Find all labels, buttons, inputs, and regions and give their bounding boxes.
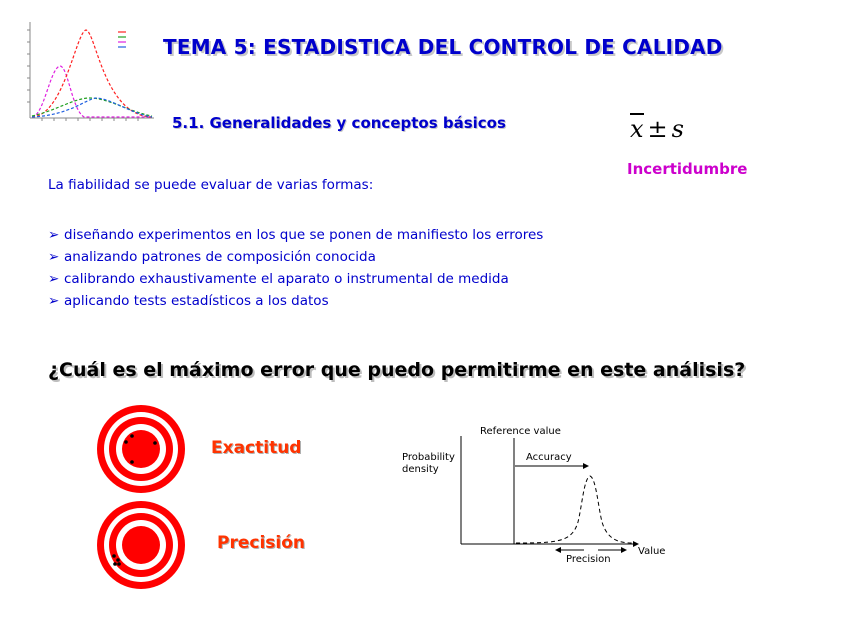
question-heading: ¿Cuál es el máximo error que puedo permitirme en este análisis? (48, 359, 746, 381)
distribution-thumbnail-chart (14, 18, 158, 130)
arrow-bullet-icon: ➢ (48, 293, 60, 309)
accuracy-label: Accuracy (526, 452, 572, 463)
distribution-curve (516, 476, 634, 543)
list-item: ➢ aplicando tests estadísticos a los datos (48, 290, 543, 312)
mean-symbol: x (630, 115, 644, 143)
precision-target-icon (96, 500, 186, 590)
probability-density-label: Probability (402, 452, 455, 463)
list-item: ➢ diseñando experimentos en los que se ponen de manifiesto los errores (48, 224, 543, 246)
uncertainty-label: Incertidumbre (627, 160, 748, 178)
accuracy-precision-diagram (398, 422, 666, 572)
slide-subtitle: 5.1. Generalidades y conceptos básicos (172, 114, 506, 132)
list-item: ➢ calibrando exhaustivamente el aparato o instrumental de medida (48, 268, 543, 290)
plus-minus-operator: ± (647, 115, 668, 143)
probability-density-label-2: density (402, 464, 439, 475)
mean-plus-minus-std-formula (630, 113, 684, 143)
accuracy-label: Exactitud (211, 438, 302, 458)
slide-title: TEMA 5: ESTADISTICA DEL CONTROL DE CALIDAD (163, 35, 723, 59)
arrow-bullet-icon: ➢ (48, 271, 60, 287)
arrow-bullet-icon: ➢ (48, 227, 60, 243)
precision-label: Precision (566, 554, 611, 565)
reference-value-label: Reference value (480, 426, 561, 437)
accuracy-target-icon (96, 404, 186, 494)
precision-label: Precisión (217, 533, 306, 553)
arrow-bullet-icon: ➢ (48, 249, 60, 265)
value-label: Value (638, 546, 666, 557)
methods-list (48, 224, 543, 312)
std-symbol: s (671, 115, 684, 143)
list-item: ➢ analizando patrones de composición conocida (48, 246, 543, 268)
intro-text: La fiabilidad se puede evaluar de varias formas: (48, 177, 374, 193)
